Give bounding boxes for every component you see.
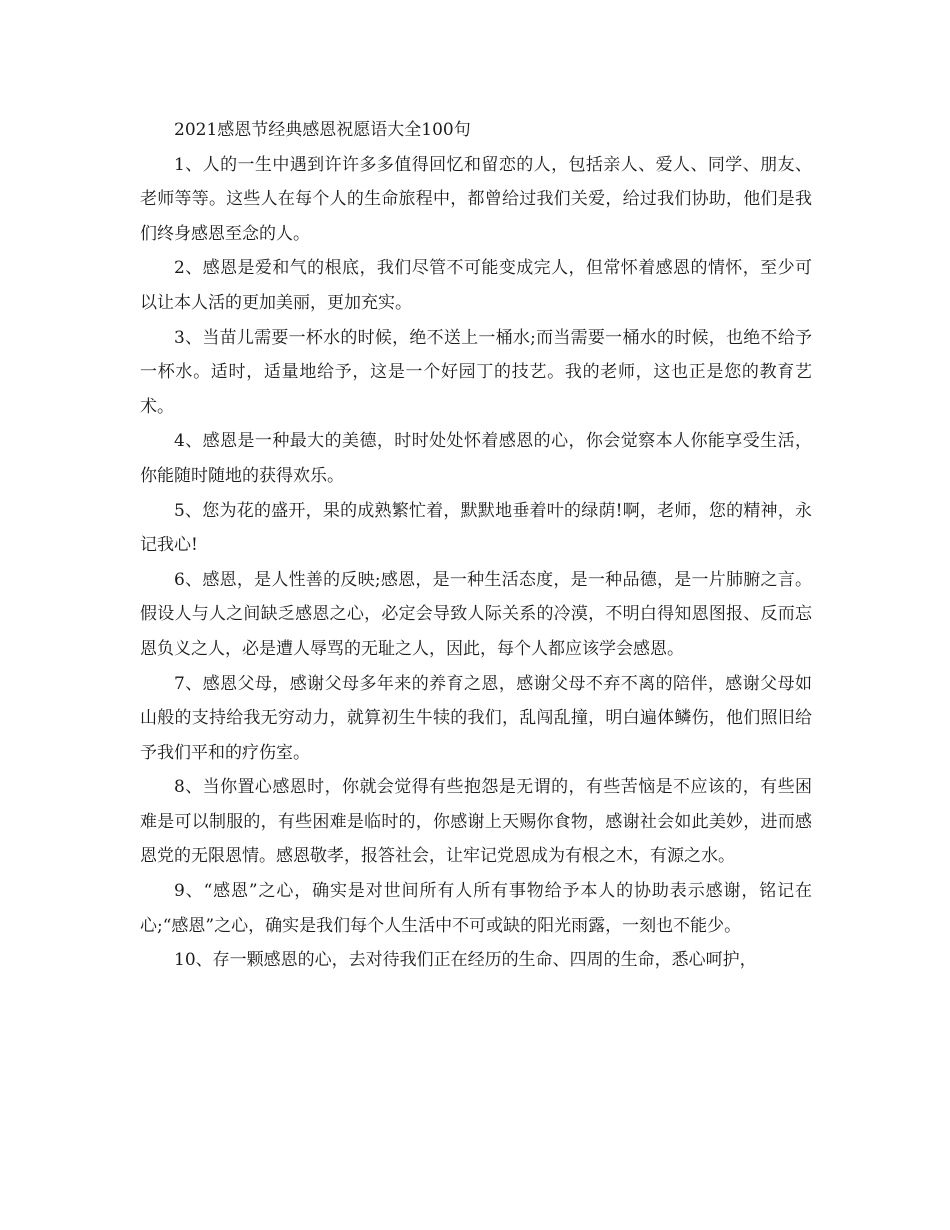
paragraph-7: 7、感恩父母，感谢父母多年来的养育之恩，感谢父母不弃不离的陪伴，感谢父母如山般的支持给我无穷动力，就算初生牛犊的我们，乱闯乱撞，明白遍体鳞伤，他们照旧给予我们平和的疗伤室。 <box>140 673 812 763</box>
paragraph-3: 3、当苗儿需要一杯水的时候，绝不送上一桶水;而当需要一桶水的时候，也绝不给予一杯水。适时，适量地给予，这是一个好园丁的技艺。我的老师，这也正是您的教育艺术。 <box>140 327 812 417</box>
paragraph-1: 1、人的一生中遇到许许多多值得回忆和留恋的人，包括亲人、爱人、同学、朋友、老师等等。这些人在每个人的生命旅程中，都曾给过我们关爱，给过我们协助，他们是我们终身感恩至念的人。 <box>140 154 812 244</box>
paragraph-2: 2、感恩是爱和气的根底，我们尽管不可能变成完人，但常怀着感恩的情怀，至少可以让本人活的更加美丽，更加充实。 <box>140 258 812 313</box>
paragraph-5: 5、您为花的盛开，果的成熟繁忙着，默默地垂着叶的绿荫!啊，老师，您的精神，永记我心! <box>140 500 812 556</box>
paragraph-4: 4、感恩是一种最大的美德，时时处处怀着感恩的心，你会觉察本人你能享受生活，你能随时随地的获得欢乐。 <box>140 431 812 486</box>
document-title: 2021感恩节经典感恩祝愿语大全100句 <box>174 120 471 140</box>
paragraph-6: 6、感恩，是人性善的反映;感恩，是一种生活态度，是一种品德，是一片肺腑之言。假设人与人之间缺乏感恩之心，必定会导致人际关系的冷漠，不明白得知恩图报、反而忘恩负义之人，必是遭人辱骂的无耻之人，因此，每个人都应该学会感恩。 <box>140 569 812 659</box>
paragraph-9: 9、“感恩”之心，确实是对世间所有人所有事物给予本人的协助表示感谢，铭记在心;“感恩”之心，确实是我们每个人生活中不可或缺的阳光雨露，一刻也不能少。 <box>140 881 812 936</box>
paragraph-10: 10、存一颗感恩的心，去对待我们正在经历的生命、四周的生命，悉心呵护， <box>174 950 757 971</box>
document-body <box>140 113 812 978</box>
paragraph-8: 8、当你置心感恩时，你就会觉得有些抱怨是无谓的，有些苦恼是不应该的，有些困难是可以制服的，有些困难是临时的，你感谢上天赐你食物，感谢社会如此美妙，进而感恩党的无限恩情。感恩敬孝，报答社会，让牢记党恩成为有根之木，有源之水。 <box>140 777 812 867</box>
